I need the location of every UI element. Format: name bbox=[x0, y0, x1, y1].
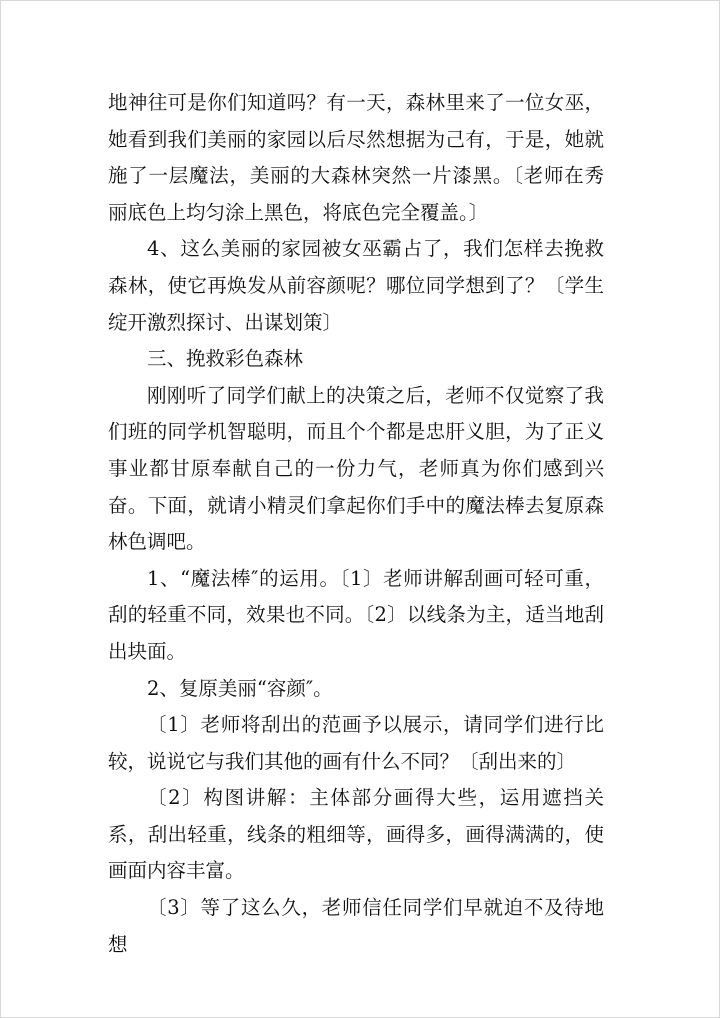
paragraph-step-4: 4、这么美丽的家园被女巫霸占了，我们怎样去挽救森林，使它再焕发从前容颜呢？哪位同学想到了？〔学生绽开激烈探讨、出谋划策〕 bbox=[108, 237, 604, 334]
paragraph-step-1: 1、“魔法棒″的运用。〔1〕老师讲解刮画可轻可重，刮的轻重不同，效果也不同。〔2〕以线条为主，适当地刮出块面。 bbox=[108, 566, 604, 663]
document-body bbox=[108, 85, 604, 963]
section-heading-rescue-forest: 三、挽救彩色森林 bbox=[147, 347, 304, 371]
paragraph-continuation: 地神往可是你们知道吗？有一天，森林里来了一位女巫，她看到我们美丽的家园以后尽然想据为己有，于是，她就施了一层魔法，美丽的大森林突然一片漆黑。〔老师在秀丽底色上均匀涂上黑色，将底色完全覆盖。〕 bbox=[108, 91, 604, 224]
paragraph-substep-2: 〔2〕构图讲解：主体部分画得大些，运用遮挡关系，刮出轻重，线条的粗细等，画得多，画得满满的，使画面内容丰富。 bbox=[108, 786, 604, 883]
paragraph-substep-3: 〔3〕等了这么久，老师信任同学们早就迫不及待地想 bbox=[108, 896, 604, 956]
paragraph-intro: 刚刚听了同学们献上的决策之后，老师不仅觉察了我们班的同学机智聪明，而且个个都是忠肝义胆，为了正义事业都甘原奉献自己的一份力气，老师真为你们感到兴奋。下面，就请小精灵们拿起你们手中的魔法棒去复原森林色调吧。 bbox=[108, 383, 604, 554]
paragraph-step-2: 2、复原美丽“容颜″。 bbox=[147, 676, 333, 700]
paragraph-substep-1: 〔1〕老师将刮出的范画予以展示，请同学们进行比较，说说它与我们其他的画有什么不同？〔刮出来的〕 bbox=[108, 713, 604, 773]
